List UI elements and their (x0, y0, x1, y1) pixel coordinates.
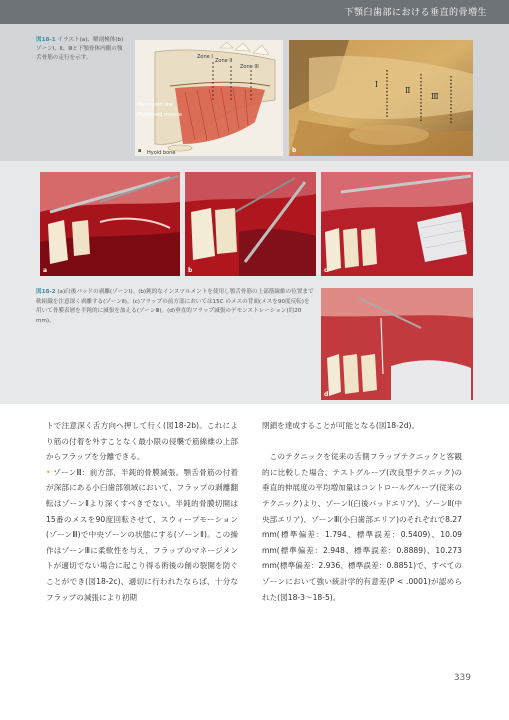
figure-18-2b-photo (185, 172, 316, 276)
panel-a-letter: a (43, 267, 48, 274)
figure-18-2-caption (36, 288, 314, 326)
cadaver-photo-svg (289, 40, 473, 156)
panel-d-letter: d (324, 391, 329, 398)
figure-18-2a-photo (40, 172, 180, 276)
body-right-paragraph-1: 閉鎖を達成することが可能となる(図18-2d)。 (262, 421, 420, 430)
photo-zone-1-label: Ⅰ (375, 80, 379, 89)
photo-zone-3-label: Ⅲ (431, 92, 439, 101)
page-number: 339 (453, 673, 471, 683)
hyoid-bone-label: Hyoid bone (147, 150, 176, 156)
photo-zone-2-label: Ⅱ (405, 86, 411, 95)
mylohyoid-muscle-label: Mylohyoid muscle (137, 112, 182, 118)
running-header-band (0, 0, 509, 24)
figure-18-2c-photo (321, 172, 473, 276)
mandible-illustration-svg (135, 40, 283, 156)
bullet-marker: • (46, 467, 51, 477)
panel-b-letter-2: b (188, 267, 193, 274)
figure-18-2-caption-text: (a)臼後パッドの剥離(ゾーンⅠ)。(b)鈍的なインスツルメントを使用し顎舌骨筋の上部筋線維の位置まで軟組織を注意深く剥離する(ゾーンⅡ)。(c)フラップの前方部においては15C のメスの背面(メスを90度反転)を用いて骨膜表層を半鈍的に減張を加える(ゾーンⅢ)。(d)垂直的フラップ減張のデモンストレーション(約20 mm)。 (36, 289, 314, 324)
mylohyoid-line-label: Mylohyoid line (137, 102, 174, 108)
body-left-paragraph-2-text: ゾーンⅢ：前方部、半鈍的骨膜減張。顎舌骨筋の付着が深部にある小臼歯部領域において、フラップの剥離翻転はゾーンⅡより深くすべきでない。半鈍的骨膜切開は15番のメスを90度回転させて、スウィープモーション(ゾーンⅢ)で中央ゾーンの状態にする(ゾーンⅡ)。この操作はゾーンⅢに柔軟性を与え、フラップのマネージメントが適切でない場合に起こり得る術後の創の裂開を防ぐことができ(図18-2c)、適切に行われたならば、十分なフラップの減張により初期 (46, 467, 238, 602)
body-left-paragraph-2 (46, 465, 238, 605)
panel-b-letter: b (292, 147, 297, 154)
body-left-paragraph-1: トで注意深く舌方向へ押して行く(図18-2b)。これにより筋の付着を外すことなく最小限の侵襲で筋線維の上部からフラップを分離できる。 (46, 421, 238, 462)
figure-18-1-caption-text: イラスト(a)、解剖検体(b)ゾーンⅠ、Ⅱ、Ⅲと下顎骨体内側の顎舌骨筋の走行を示す。 (36, 37, 124, 61)
figure-18-1-caption (36, 36, 128, 63)
panel-c-letter: c (324, 267, 328, 274)
running-header-title: 下顎臼歯部における垂直的骨増生 (344, 8, 487, 18)
panel-a-letter: a (138, 148, 142, 154)
figure-18-2d-photo (321, 288, 473, 400)
body-left-column (46, 418, 238, 605)
figure-18-1a-illustration (135, 40, 283, 156)
figure-18-1-label: 図18-1 (36, 37, 56, 43)
figure-18-1b-photo (289, 40, 473, 156)
zone-1-label: Zone I (197, 54, 213, 60)
zone-3-label: Zone III (240, 64, 259, 70)
figure-18-2-label: 図18-2 (36, 289, 56, 295)
body-right-column (262, 418, 462, 605)
zone-2-label: Zone II (215, 58, 233, 64)
body-right-paragraph-2: このテクニックを従来の舌側フラップテクニックと客観的に比較した場合、テストグループ(改良型テクニック)の垂直的伸展度の平均増加量はコントロールグループ(従来のテクニック)より、ゾーンⅠ(臼後パッドエリア)、ゾーンⅡ(中央部エリア)、ゾーンⅢ(小臼歯部エリア)のそれぞれで8.27 mm(標準偏差：1.794、標準誤差：0.5409)、10.09 mm(標準偏差：2.948、標準誤差：0.8889)、10.273 mm(標準偏差：2.936、標準誤差：0.8851)で、すべてのゾーンにおいて強い統計学的有意差(P < .0001)が認められた(図18-3〜18-5)。 (262, 452, 462, 602)
